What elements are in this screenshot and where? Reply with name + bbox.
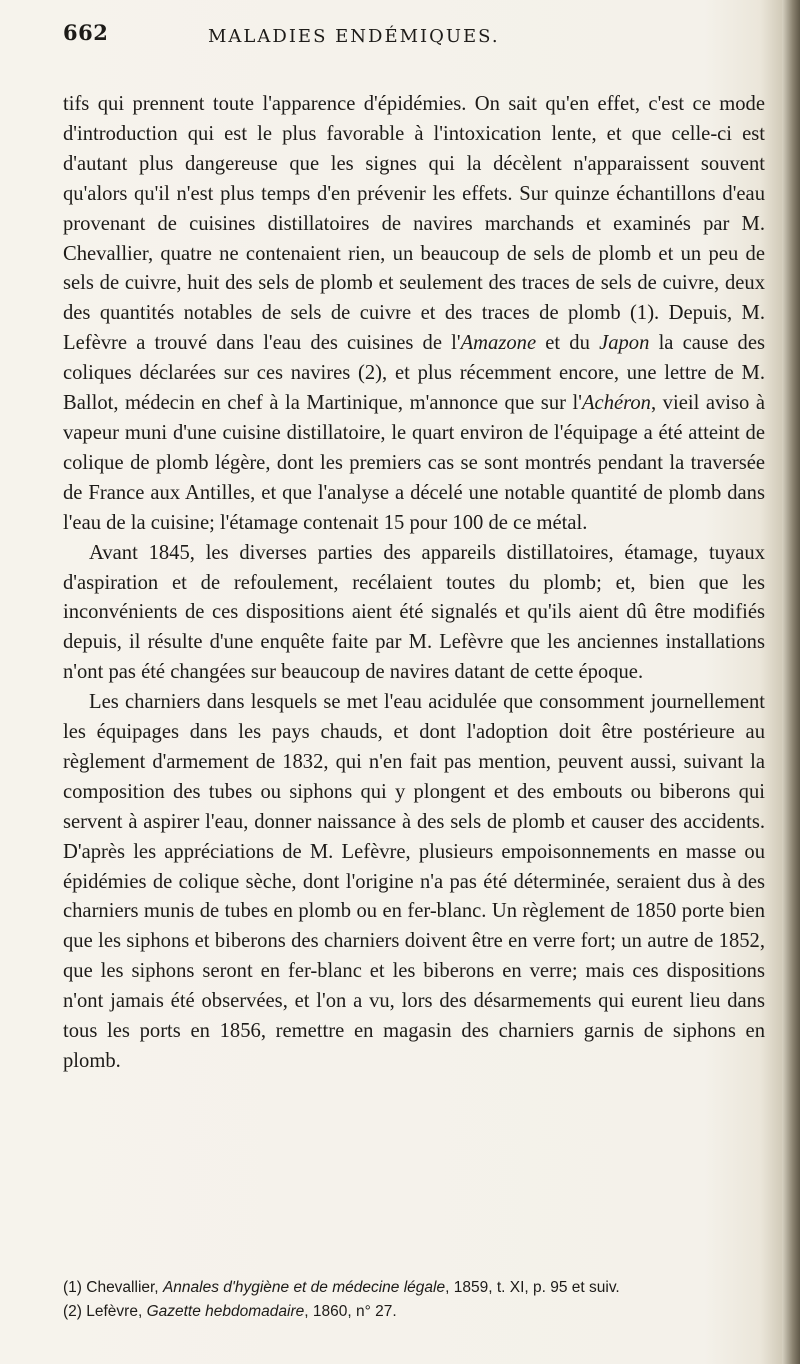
paragraph xyxy=(63,539,765,689)
text-run: (1) Chevallier, xyxy=(63,1279,163,1296)
italic-text: Japon xyxy=(599,332,650,355)
paragraph xyxy=(63,90,765,539)
italic-text: Amazone xyxy=(460,332,537,355)
text-run: Avant 1845, les diverses parties des appareils distillatoires, étamage, tuyaux d'aspiration et de refoulement, recélaient toutes du plomb; et, bien que les inconvénients de ces dispositions aient été signalés et qu'ils aient dû être modifiés depuis, il résulte d'une enquête faite par M. Lefèvre que les anciennes installations n'ont pas été changées sur beaucoup de navires datant de cette époque. xyxy=(63,541,765,684)
page-header xyxy=(63,18,763,58)
italic-text: Achéron xyxy=(581,392,651,415)
footnote xyxy=(63,1276,765,1300)
page-number: 662 xyxy=(63,20,109,45)
footnotes xyxy=(63,1276,765,1324)
page-edge xyxy=(782,0,800,1364)
text-run: Les charniers dans lesquels se met l'eau acidulée que consomment journellement les équipages dans les pays chauds, et dont l'adoption doit être postérieure au règlement d'armement de 1832, qui n'en fait pas mention, peuvent aussi, suivant la composition des tubes ou siphons qui y plongent et des embouts ou biberons qui servent à aspirer l'eau, donner naissance à des sels de plomb et causer des accidents. D'après les appréciations de M. Lefèvre, plusieurs empoisonnements en masse ou épidémies de colique sèche, dont l'origine n'a pas été déterminée, seraient dus à des charniers munis de tubes en plomb ou en fer-blanc. Un règlement de 1850 porte bien que les siphons et biberons des charniers doivent être en verre fort; un autre de 1852, que les siphons seront en fer-blanc et les biberons en verre; mais ces dispositions n'ont jamais été observées, et l'on a vu, lors des désarmements qui eurent lieu dans tous les ports en 1856, remettre en magasin des charniers garnis de siphons en plomb. xyxy=(63,691,765,1072)
paragraph xyxy=(63,688,765,1077)
italic-text: Gazette hebdomadaire xyxy=(146,1303,305,1320)
italic-text: Annales d'hygiène et de médecine légale xyxy=(162,1279,446,1296)
text-run: la cause des coliques déclarées sur ces navires (2), et plus récemment encore, une lettre de M. Ballot, médecin en chef à la Martinique, m'annonce que sur l' xyxy=(63,332,765,415)
text-run: , 1859, t. XI, p. 95 et suiv. xyxy=(445,1279,620,1296)
body-text xyxy=(63,90,765,1077)
running-title: MALADIES ENDÉMIQUES. xyxy=(208,26,500,47)
footnote xyxy=(63,1300,765,1324)
text-run: et du xyxy=(536,332,600,355)
text-run: , 1860, n° 27. xyxy=(304,1303,397,1320)
text-run: (2) Lefèvre, xyxy=(63,1303,147,1320)
text-run: , vieil aviso à vapeur muni d'une cuisine distillatoire, le quart environ de l'équipage a été atteint de colique de plomb légère, dont les premiers cas se sont montrés pendant la traversée de France aux Antilles, et que l'analyse a décelé une notable quantité de plomb dans l'eau de la cuisine; l'étamage contenait 15 pour 100 de ce métal. xyxy=(63,392,765,534)
text-run: tifs qui prennent toute l'apparence d'épidémies. On sait qu'en effet, c'est ce mode d'introduction qui est le plus favorable à l'intoxication lente, et que celle-ci est d'autant plus dangereuse que les signes qui la décèlent n'apparaissent souvent qu'alors qu'il n'est plus temps d'en prévenir les effets. Sur quinze échantillons d'eau provenant de cuisines distillatoires de navires marchands et examinés par M. Chevallier, quatre ne contenaient rien, un beaucoup de sels de plomb et un peu de sels de cuivre, huit des sels de plomb et seulement des traces de sels de cuivre, deux des quantités notables de sels de cuivre et des traces de plomb (1). Depuis, M. Lefèvre a trouvé dans l'eau des cuisines de l' xyxy=(63,93,765,355)
